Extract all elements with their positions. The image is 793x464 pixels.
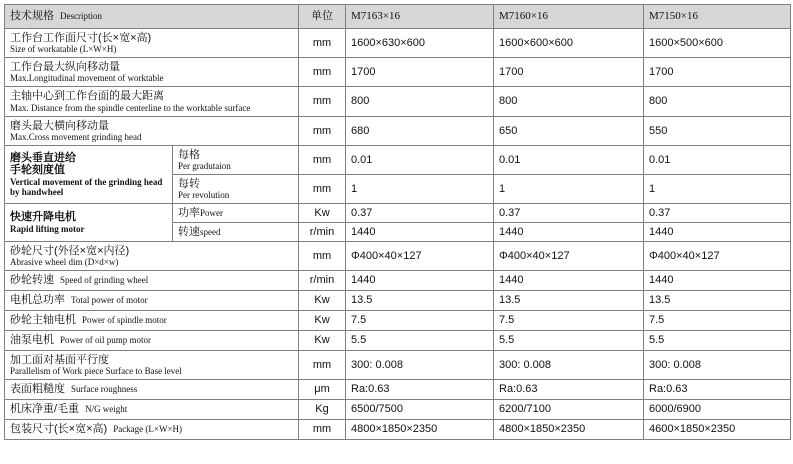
row-value: 650 — [494, 117, 644, 146]
row-label-en: Power of oil pump motor — [60, 335, 151, 346]
row-value: 4800×1850×2350 — [346, 420, 494, 440]
row-value: Ra:0.63 — [346, 380, 494, 400]
row-value: 0.37 — [346, 204, 494, 223]
row-unit: mm — [299, 175, 346, 204]
table-row — [5, 351, 791, 380]
grinding-feed-en1: Vertical movement of the grinding head — [10, 176, 163, 187]
row-unit: mm — [299, 420, 346, 440]
row-value: 300: 0.008 — [494, 351, 644, 380]
row-label — [5, 242, 299, 271]
row-value: 6500/7500 — [346, 400, 494, 420]
row-value: 13.5 — [346, 291, 494, 311]
row-label-en: Parallelism of Work piece Surface to Base level — [10, 366, 182, 377]
row-label-cn: 主轴中心到工作台面的最大距离 — [10, 90, 164, 102]
row-unit: mm — [299, 117, 346, 146]
table-row — [5, 271, 791, 291]
row-value: 800 — [494, 87, 644, 117]
table-row — [5, 242, 791, 271]
row-label-cn: 表面粗糙度 — [10, 383, 65, 396]
row-unit: Kw — [299, 311, 346, 331]
row-value: 5.5 — [644, 331, 791, 351]
row-unit: μm — [299, 380, 346, 400]
header-description-cn: 技术规格 — [10, 10, 54, 23]
row-label — [5, 117, 299, 146]
row-value: 7.5 — [644, 311, 791, 331]
rapid-lift-en: Rapid lifting motor — [10, 223, 85, 234]
row-unit: mm — [299, 242, 346, 271]
row-unit: Kg — [299, 400, 346, 420]
header-model-3: M7150×16 — [644, 5, 791, 29]
row-value: Ra:0.63 — [494, 380, 644, 400]
row-value: 6000/6900 — [644, 400, 791, 420]
row-unit: mm — [299, 58, 346, 87]
row-value: Φ400×40×127 — [494, 242, 644, 271]
row-value: 1440 — [644, 271, 791, 291]
row-value: 5.5 — [346, 331, 494, 351]
row-value: 300: 0.008 — [644, 351, 791, 380]
row-unit: mm — [299, 351, 346, 380]
table-row — [5, 420, 791, 440]
row-value: 1440 — [494, 271, 644, 291]
row-value: 4600×1850×2350 — [644, 420, 791, 440]
row-value: 1440 — [644, 223, 791, 242]
table-row — [5, 331, 791, 351]
row-value: 6200/7100 — [494, 400, 644, 420]
sub-label-en: Power — [200, 207, 223, 218]
row-value: 1700 — [494, 58, 644, 87]
row-value: Φ400×40×127 — [644, 242, 791, 271]
sub-label — [173, 204, 299, 223]
header-model-1: M7163×16 — [346, 5, 494, 29]
row-label-en: Speed of grinding wheel — [60, 275, 149, 286]
row-unit: Kw — [299, 331, 346, 351]
grinding-feed-cn1: 磨头垂直进给 — [10, 151, 76, 164]
row-value: 1600×500×600 — [644, 29, 791, 58]
row-value: 800 — [644, 87, 791, 117]
header-model-2: M7160×16 — [494, 5, 644, 29]
sub-label — [173, 146, 299, 175]
sub-label-en: Per revolution — [178, 190, 230, 201]
table-row — [5, 380, 791, 400]
sub-label — [173, 223, 299, 242]
row-unit: mm — [299, 146, 346, 175]
row-unit: Kw — [299, 204, 346, 223]
row-label — [5, 29, 299, 58]
row-label-en: Max.Longitudinal movement of worktable — [10, 73, 164, 84]
spec-table — [4, 4, 791, 440]
row-label — [5, 271, 299, 291]
row-label-en: Max. Distance from the spindle centerline to the worktable surface — [10, 102, 251, 113]
row-value: Ra:0.63 — [644, 380, 791, 400]
row-label-cn: 工作台工作面尺寸(长×宽×高) — [10, 31, 152, 44]
row-label-en: Size of workatable (L×W×H) — [10, 44, 117, 55]
row-value: 1440 — [494, 223, 644, 242]
row-value: 800 — [346, 87, 494, 117]
row-value: 0.01 — [346, 146, 494, 175]
row-value: 0.01 — [494, 146, 644, 175]
table-header — [5, 5, 791, 29]
table-row — [5, 58, 791, 87]
row-label-cn: 油泵电机 — [10, 334, 54, 347]
row-unit: mm — [299, 29, 346, 58]
row-value: 1 — [644, 175, 791, 204]
table-row — [5, 291, 791, 311]
row-value: 7.5 — [494, 311, 644, 331]
row-value: 13.5 — [494, 291, 644, 311]
row-value: Φ400×40×127 — [346, 242, 494, 271]
row-value: 1600×630×600 — [346, 29, 494, 58]
sub-label-cn: 每格 — [178, 148, 200, 161]
table-row — [5, 400, 791, 420]
row-value: 4800×1850×2350 — [494, 420, 644, 440]
table-row — [5, 146, 791, 175]
row-value: 0.37 — [494, 204, 644, 223]
row-label-cn: 电机总功率 — [10, 294, 65, 307]
row-label — [5, 311, 299, 331]
table-row — [5, 204, 791, 223]
row-value: 680 — [346, 117, 494, 146]
row-value: 13.5 — [644, 291, 791, 311]
sub-label-cn: 每转 — [178, 177, 200, 190]
row-value: 1440 — [346, 271, 494, 291]
sub-label-en: Per gradutaion — [178, 161, 231, 172]
row-label-en: Surface roughness — [71, 384, 138, 395]
row-value: 300: 0.008 — [346, 351, 494, 380]
sub-label-cn: 转速 — [178, 225, 200, 238]
row-label-en: Package (L×W×H) — [113, 424, 183, 435]
sub-label — [173, 175, 299, 204]
row-label-en: Power of spindle motor — [82, 315, 167, 326]
row-label-cn: 工作台最大纵向移动量 — [10, 60, 120, 73]
table-row — [5, 87, 791, 117]
row-label-en: Abrasive wheel dim (D×d×w) — [10, 257, 119, 268]
sub-label-en: speed — [200, 226, 221, 237]
row-value: 7.5 — [346, 311, 494, 331]
row-value: 1600×600×600 — [494, 29, 644, 58]
row-label — [5, 87, 299, 117]
row-label-cn: 砂轮尺寸(外径×宽×内径) — [10, 244, 130, 257]
row-label-cn: 加工面对基面平行度 — [10, 353, 109, 366]
row-value: 5.5 — [494, 331, 644, 351]
row-value: 1 — [346, 175, 494, 204]
table-row — [5, 311, 791, 331]
row-label — [5, 351, 299, 380]
row-label-cn: 磨头最大横向移动量 — [10, 119, 109, 132]
row-label — [5, 420, 299, 440]
header-unit: 单位 — [299, 5, 346, 29]
row-label-cn: 包装尺寸(长×宽×高) — [10, 423, 108, 436]
row-value: 1440 — [346, 223, 494, 242]
row-label-cn: 机床净重/毛重 — [10, 403, 80, 416]
rapid-lift-cn: 快速升降电机 — [10, 211, 76, 223]
rapid-lift-label — [5, 204, 173, 242]
grinding-feed-cn2: 手轮刻度值 — [10, 164, 65, 177]
row-unit: r/min — [299, 223, 346, 242]
row-label-cn: 砂轮主轴电机 — [10, 314, 76, 327]
row-value: 0.37 — [644, 204, 791, 223]
row-unit: r/min — [299, 271, 346, 291]
row-value: 550 — [644, 117, 791, 146]
row-value: 0.01 — [644, 146, 791, 175]
row-label-en: N/G weight — [85, 404, 128, 415]
row-value: 1 — [494, 175, 644, 204]
sub-label-cn: 功率 — [178, 206, 200, 219]
row-label — [5, 58, 299, 87]
header-description-en: Description — [60, 11, 102, 22]
row-label-en: Total power of motor — [71, 295, 148, 306]
header-description — [5, 5, 299, 29]
row-value: 1700 — [346, 58, 494, 87]
row-label-cn: 砂轮转速 — [10, 274, 54, 287]
row-label — [5, 291, 299, 311]
grinding-feed-en2: by handwheel — [10, 187, 64, 198]
row-label — [5, 400, 299, 420]
row-unit: Kw — [299, 291, 346, 311]
row-value: 1700 — [644, 58, 791, 87]
grinding-feed-label — [5, 146, 173, 204]
table-row — [5, 117, 791, 146]
row-label — [5, 331, 299, 351]
table-row — [5, 29, 791, 58]
row-unit: mm — [299, 87, 346, 117]
row-label-en: Max.Cross movement grinding head — [10, 132, 142, 143]
row-label — [5, 380, 299, 400]
